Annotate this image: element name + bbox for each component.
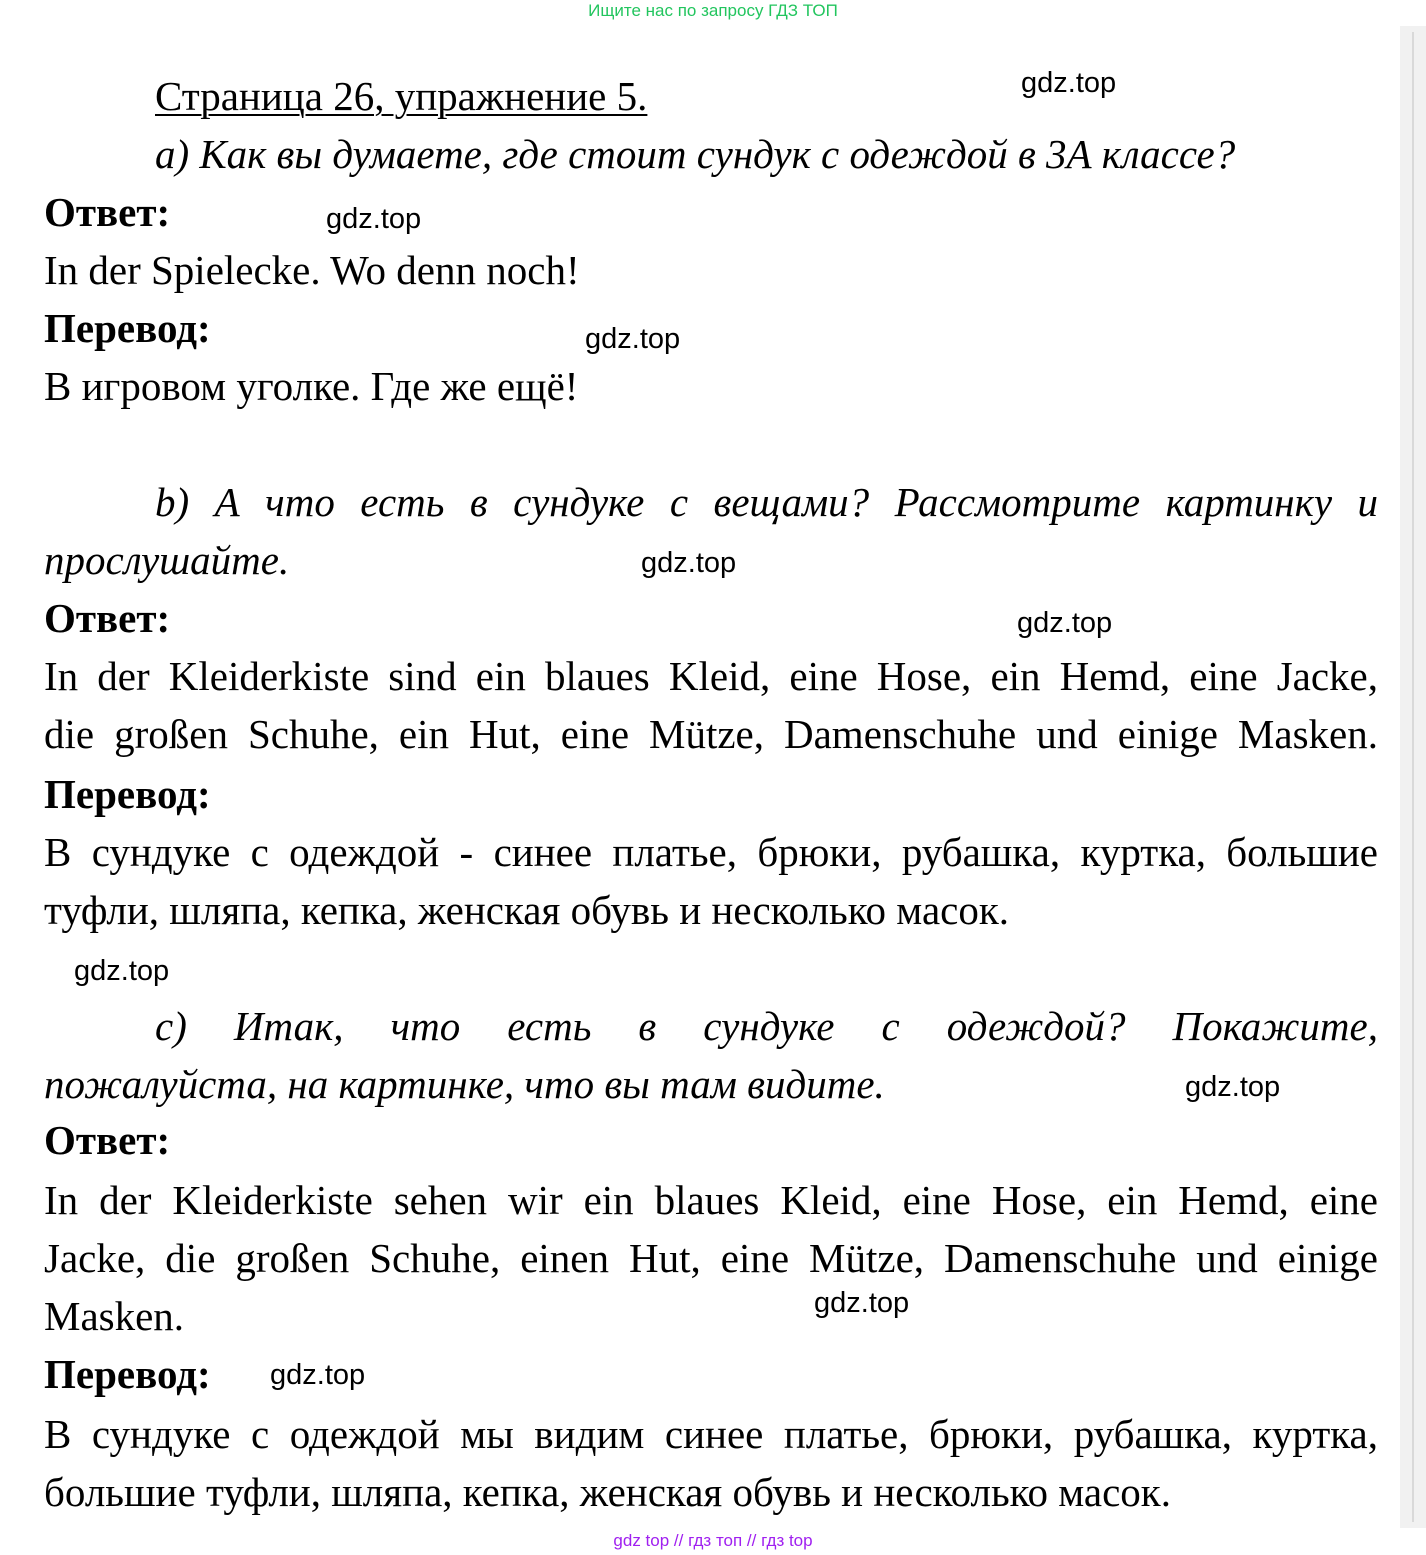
question-b-line-2: прослушайте. [44,537,290,583]
question-c-line-2: пожалуйста, на картинке, что вы там видите. [44,1061,885,1107]
answer-text-c-line-2: Jacke, die großen Schuhe, einen Hut, eine Mütze, Damenschuhe und einige [44,1235,1378,1281]
answer-label-a: Ответ: [44,189,171,235]
question-b-line-1: b) А что есть в сундуке с вещами? Рассмотрите картинку и [155,479,1378,525]
top-banner[interactable]: Ищите нас по запросу ГДЗ ТОП [588,1,838,20]
translation-text-a: В игровом уголке. Где же ещё! [44,363,579,409]
watermark: gdz.top [326,203,422,235]
translation-label-b: Перевод: [44,771,211,817]
watermark: gdz.top [641,547,737,579]
answer-label-c: Ответ: [44,1117,171,1163]
question-c-line-1: c) Итак, что есть в сундуке с одеждой? Покажите, [155,1003,1378,1049]
translation-text-b-line-2: туфли, шляпа, кепка, женская обувь и несколько масок. [44,887,1010,933]
watermark: gdz.top [270,1359,366,1391]
watermark: gdz.top [814,1287,910,1319]
watermark: gdz.top [1185,1071,1281,1103]
translation-text-c-line-1: В сундуке с одеждой мы видим синее платье, брюки, рубашка, куртка, [44,1411,1378,1457]
question-a: а) Как вы думаете, где стоит сундук с одеждой в 3А классе? [155,131,1236,177]
watermark: gdz.top [74,955,170,987]
page-heading: Страница 26, упражнение 5. [155,73,648,119]
translation-text-c-line-2: большие туфли, шляпа, кепка, женская обувь и несколько масок. [44,1469,1171,1515]
answer-label-b: Ответ: [44,595,171,641]
answer-text-b-line-1: In der Kleiderkiste sind ein blaues Kleid, eine Hose, ein Hemd, eine Jacke, [44,653,1378,699]
watermark: gdz.top [1021,67,1117,99]
answer-text-a: In der Spielecke. Wo denn noch! [44,247,580,293]
watermark: gdz.top [1017,607,1113,639]
answer-text-c-line-1: In der Kleiderkiste sehen wir ein blaues Kleid, eine Hose, ein Hemd, eine [44,1177,1378,1223]
answer-text-b-line-2: die großen Schuhe, ein Hut, eine Mütze, Damenschuhe und einige Masken. [44,711,1378,757]
translation-label-c: Перевод: [44,1351,211,1397]
translation-label-a: Перевод: [44,305,211,351]
translation-text-b-line-1: В сундуке с одеждой - синее платье, брюки, рубашка, куртка, большие [44,829,1378,875]
watermark: gdz.top [585,323,681,355]
bottom-banner[interactable]: gdz top // гдз топ // гдз top [613,1531,813,1550]
answer-text-c-line-3: Masken. [44,1293,185,1339]
